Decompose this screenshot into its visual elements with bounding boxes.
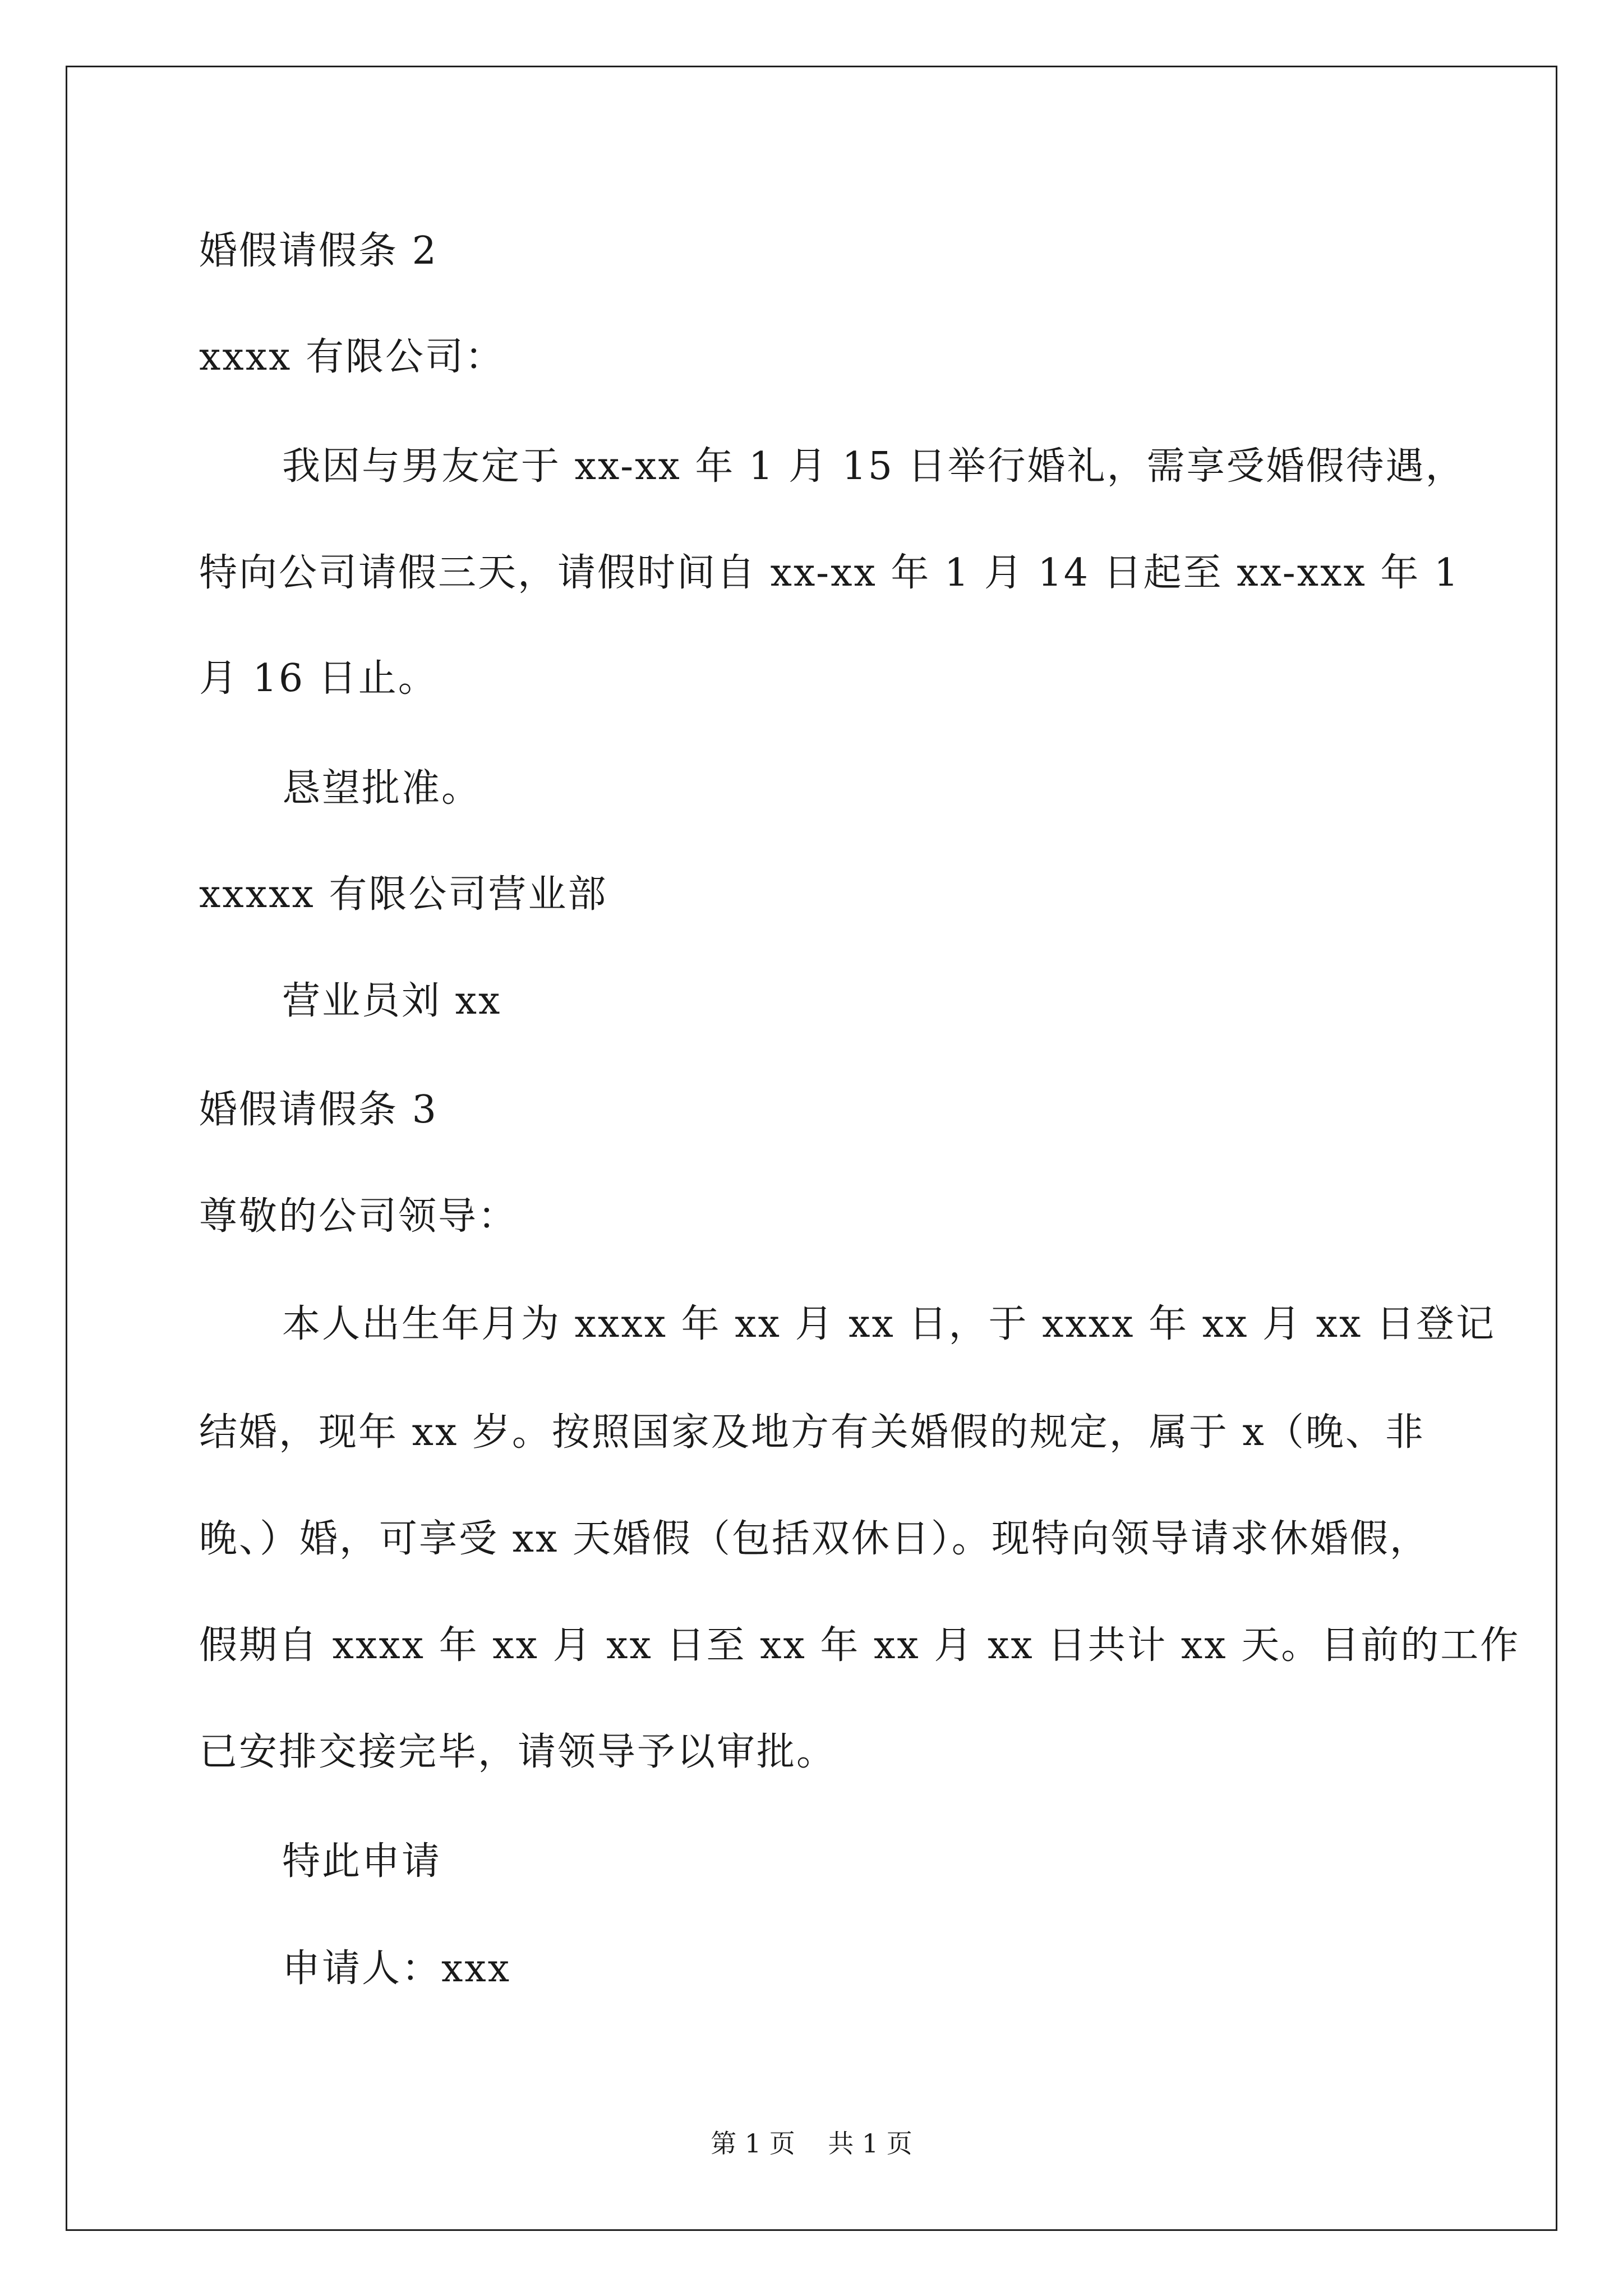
section2-signer: 营业员刘 xx: [282, 979, 502, 1023]
section3-heading: 婚假请假条 3: [199, 1088, 438, 1132]
section3-body-line-1: 本人出生年月为 xxxx 年 xx 月 xx 日，于 xxxx 年 xx 月 xx 日登记: [282, 1302, 1496, 1346]
section2-body-line-2: 特向公司请假三天，请假时间自 xx-xx 年 1 月 14 日起至 xx-xxx 年 1: [199, 551, 1460, 595]
page-frame: [66, 66, 1557, 2231]
section2-salutation: xxxx 有限公司：: [199, 335, 505, 379]
section2-heading: 婚假请假条 2: [199, 229, 438, 273]
page-footer: 第 1 页 共 1 页: [711, 2128, 912, 2159]
section2-org: xxxxx 有限公司营业部: [199, 872, 608, 917]
section2-body-line-1: 我因与男友定于 xx-xx 年 1 月 15 日举行婚礼，需享受婚假待遇，: [282, 444, 1465, 489]
section3-body-line-4: 假期自 xxxx 年 xx 月 xx 日至 xx 年 xx 月 xx 日共计 xx 天。目前的工作: [199, 1623, 1520, 1668]
section3-body-line-2: 结婚，现年 xx 岁。按照国家及地方有关婚假的规定，属于 x（晚、非: [199, 1410, 1425, 1455]
section3-body-line-5: 已安排交接完毕，请领导予以审批。: [199, 1730, 837, 1774]
section3-applicant: 申请人：xxx: [282, 1947, 511, 1991]
section3-body-line-3: 晚、）婚，可享受 xx 天婚假（包括双休日）。现特向领导请求休婚假，: [199, 1517, 1430, 1561]
section2-request: 恳望批准。: [282, 766, 482, 811]
section3-closing: 特此申请: [282, 1839, 442, 1884]
section2-body-line-3: 月 16 日止。: [199, 656, 438, 701]
section3-salutation: 尊敬的公司领导：: [199, 1194, 518, 1239]
